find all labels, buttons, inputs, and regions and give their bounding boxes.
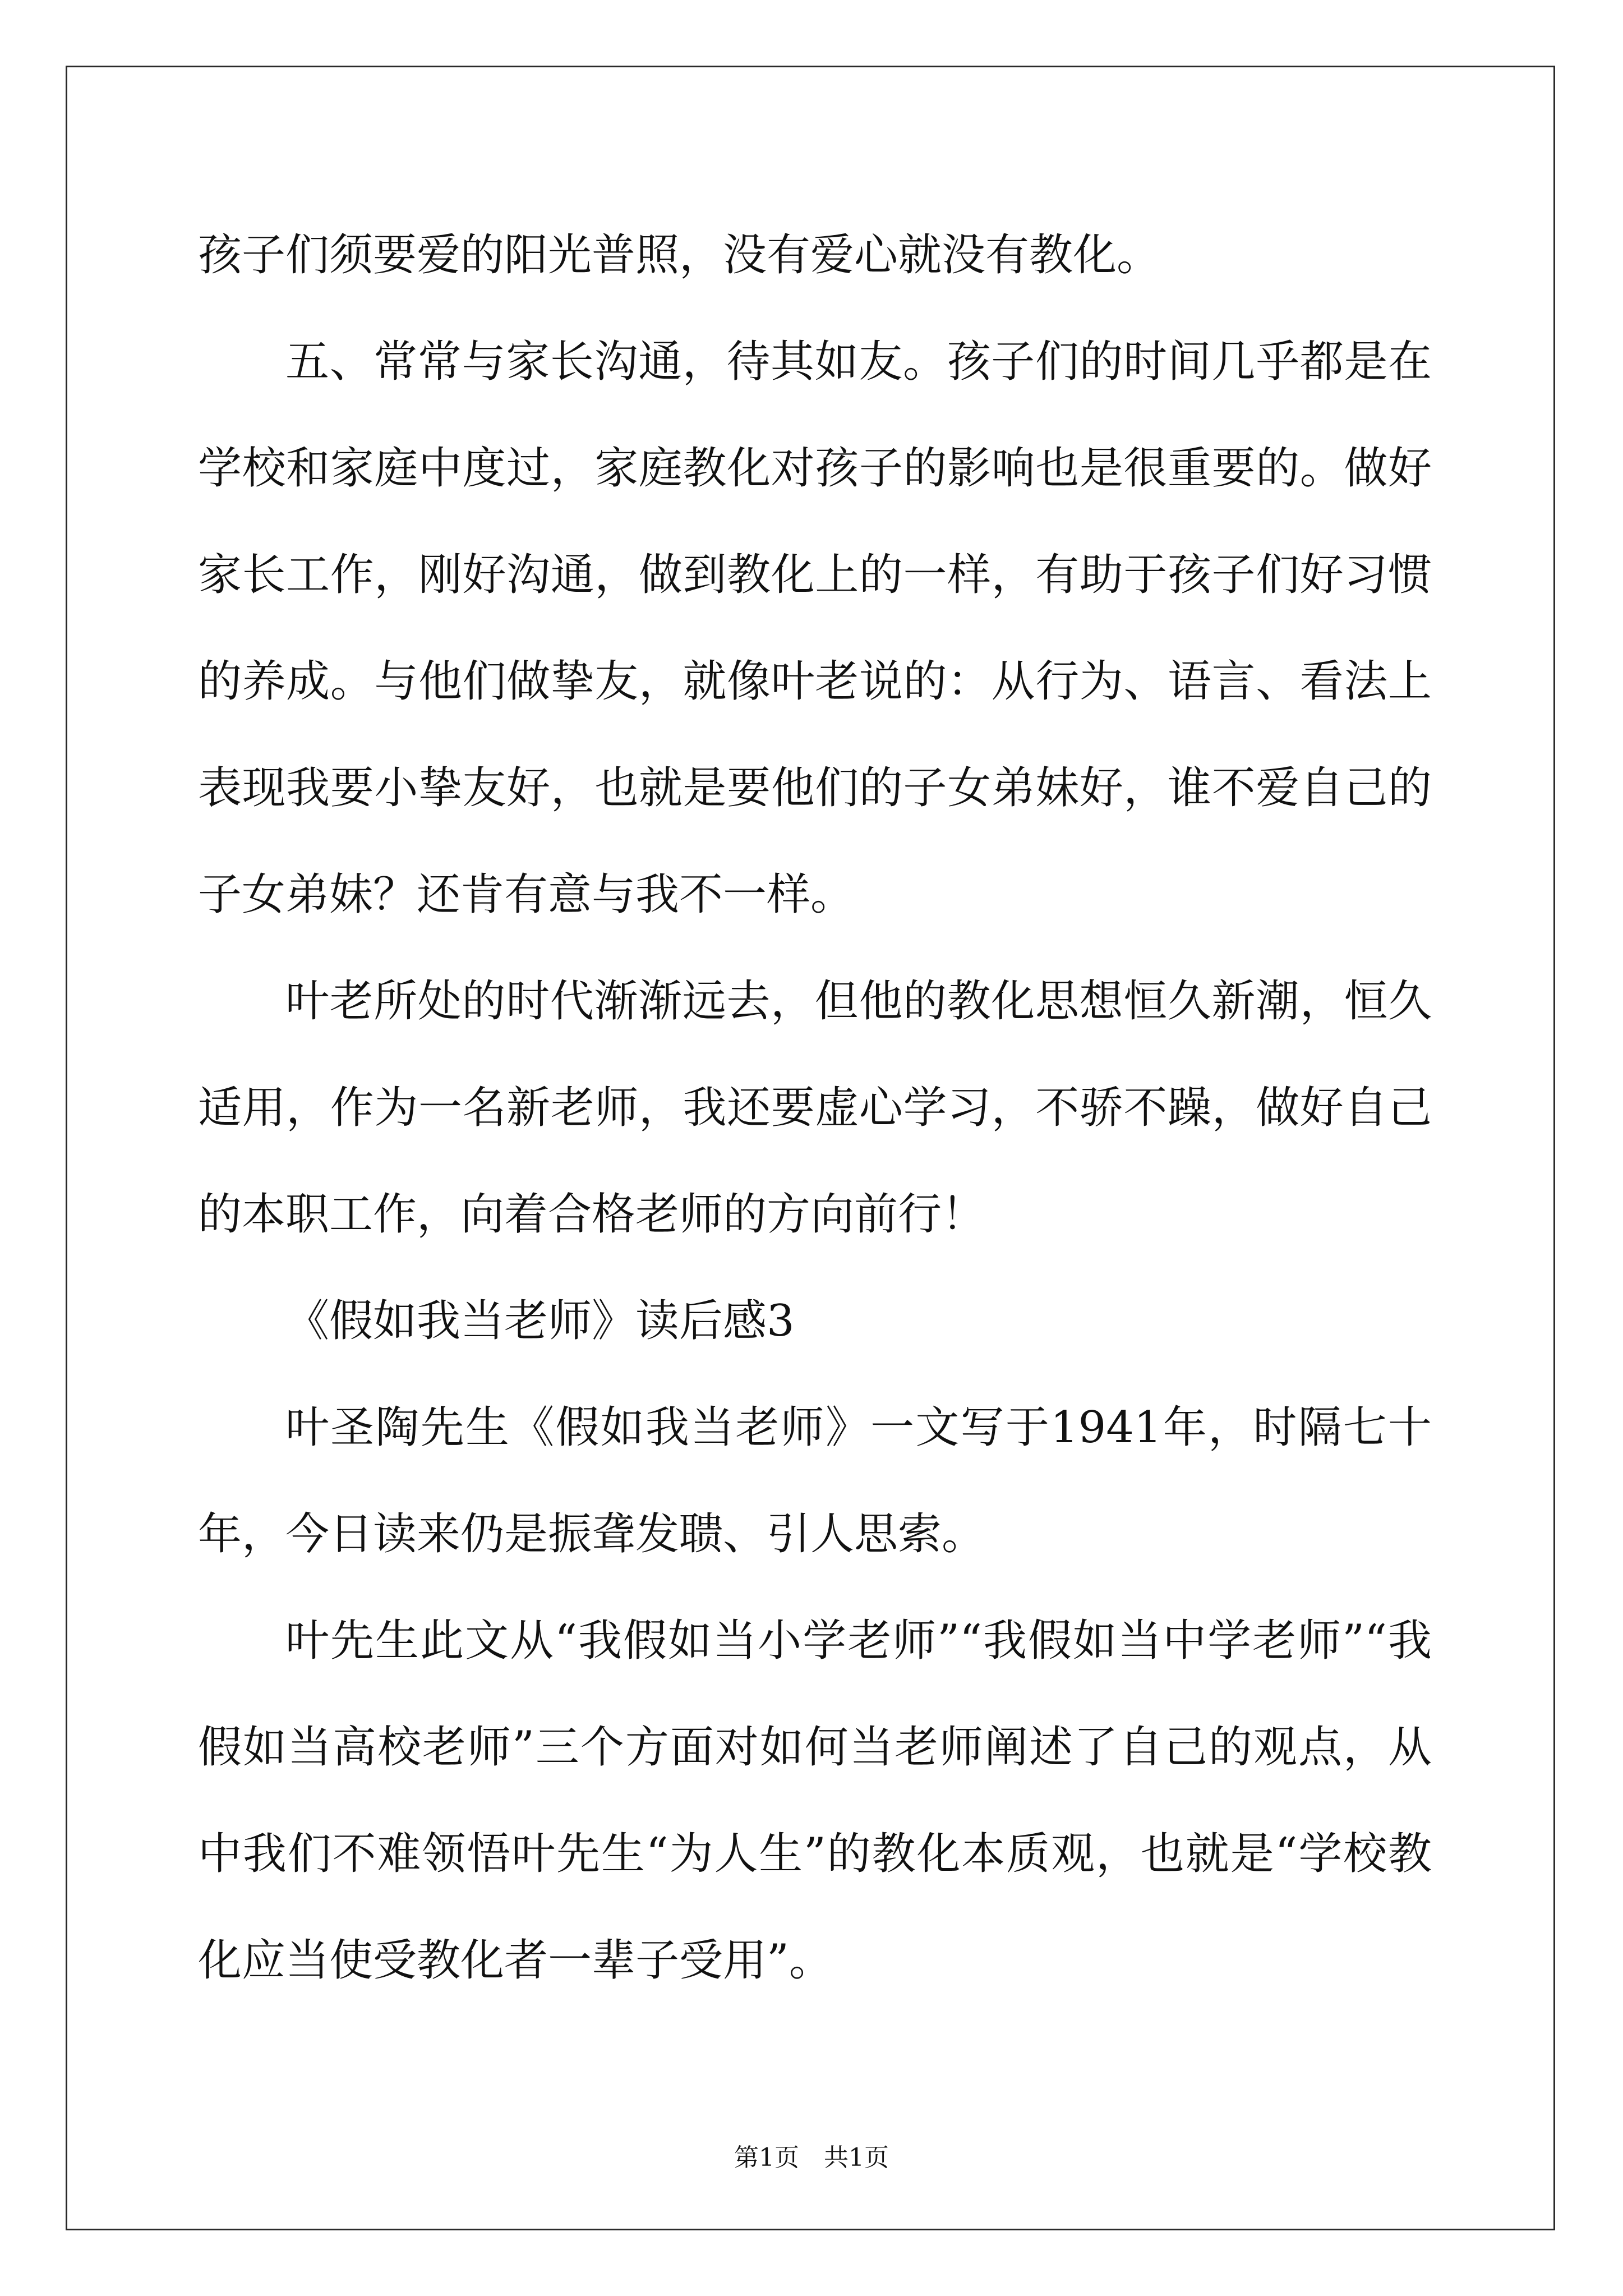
paragraph-3: 叶老所处的时代渐渐远去，但他的教化思想恒久新潮，恒久适用，作为一名新老师，我还要虚心学习，不骄不躁，做好自己的本职工作，向着合格老师的方向前行！ bbox=[198, 976, 1432, 1240]
paragraph-5: 叶先生此文从“我假如当小学老师”“我假如当中学老师”“我假如当高校老师”三个方面对如何当老师阐述了自己的观点，从中我们不难领悟叶先生“为人生”的教化本质观，也就是“学校教化应当使受教化者一辈子受用”。 bbox=[198, 1616, 1432, 1986]
document-body bbox=[198, 202, 1432, 2014]
page-footer: 第1页 共1页 bbox=[734, 2143, 889, 2172]
section-heading: 《假如我当老师》读后感3 bbox=[285, 1296, 795, 1346]
paragraph-1: 孩子们须要爱的阳光普照，没有爱心就没有教化。 bbox=[198, 230, 1161, 280]
paragraph-2: 五、常常与家长沟通，待其如友。孩子们的时间几乎都是在学校和家庭中度过，家庭教化对孩子的影响也是很重要的。做好家长工作，刚好沟通，做到教化上的一样，有助于孩子们好习惯的养成。与他们做挚友，就像叶老说的：从行为、语言、看法上表现我要小挚友好，也就是要他们的子女弟妹好，谁不爱自己的子女弟妹？还肯有意与我不一样。 bbox=[198, 337, 1432, 920]
paragraph-4: 叶圣陶先生《假如我当老师》一文写于1941年，时隔七十年，今日读来仍是振聋发聩、引人思索。 bbox=[198, 1402, 1432, 1559]
